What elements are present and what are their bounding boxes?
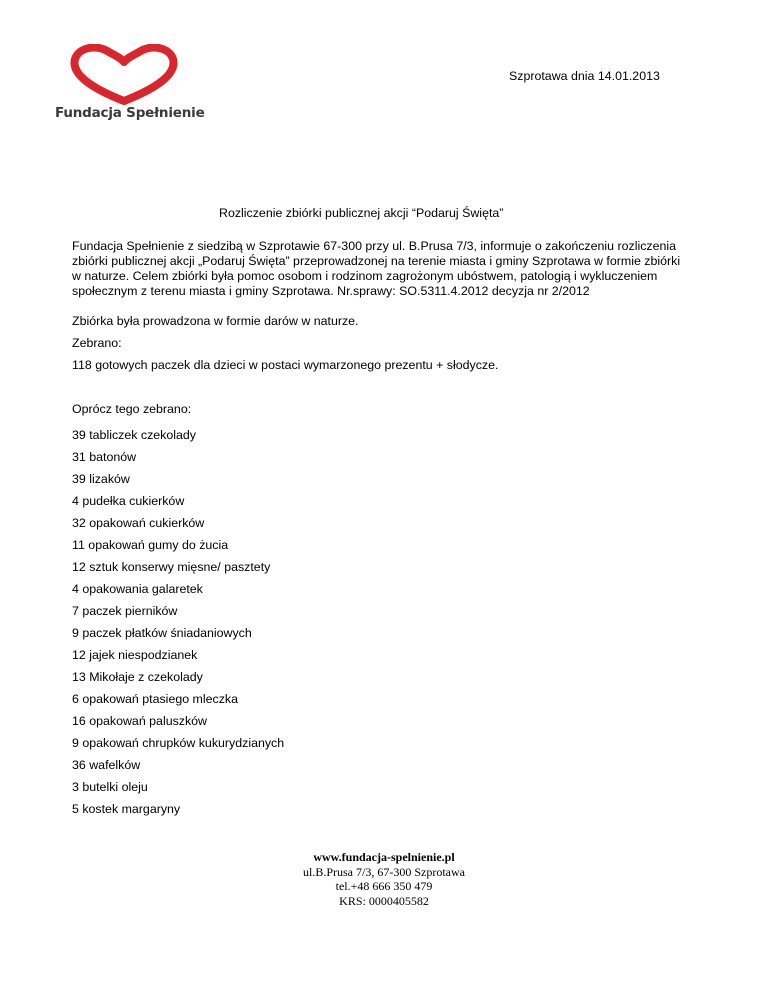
additional-collected-label: Oprócz tego zebrano:	[72, 402, 192, 416]
list-item: 16 opakowań paluszków	[72, 714, 208, 728]
collected-items-list	[72, 424, 284, 820]
list-item: 12 jajek niespodzianek	[72, 648, 198, 662]
list-item: 32 opakowań cukierków	[72, 516, 205, 530]
list-item: 4 pudełka cukierków	[72, 494, 185, 508]
foundation-logo	[55, 44, 205, 126]
list-item: 36 wafelków	[72, 758, 141, 772]
footer-address: ul.B.Prusa 7/3, 67-300 Szprotawa	[303, 864, 465, 879]
list-item: 7 paczek pierników	[72, 604, 178, 618]
intro-line: Fundacja Spełnienie z siedzibą w Szprotawie 67-300 przy ul. B.Prusa 7/3, informuje o zakończeniu rozliczenia	[72, 239, 677, 253]
list-item: 6 opakowań ptasiego mleczka	[72, 692, 238, 706]
list-item: 31 batonów	[72, 450, 137, 464]
list-item: 4 opakowania galaretek	[72, 582, 203, 596]
document-date: Szprotawa dnia 14.01.2013	[509, 69, 660, 83]
list-item: 5 kostek margaryny	[72, 802, 181, 816]
intro-line: społecznym z terenu miasta i gminy Szprotawa. Nr.sprawy: SO.5311.4.2012 decyzja nr 2/2012	[72, 284, 590, 298]
footer-contact	[234, 850, 534, 908]
heart-logo-icon	[69, 44, 179, 106]
collection-form-text: Zbiórka była prowadzona w formie darów w naturze.	[72, 314, 359, 328]
list-item: 39 tabliczek czekolady	[72, 428, 196, 442]
footer-krs: KRS: 0000405582	[339, 893, 429, 908]
list-item: 13 Mikołaje z czekolady	[72, 670, 203, 684]
list-item: 12 sztuk konserwy mięsne/ pasztety	[72, 560, 271, 574]
list-item: 9 paczek płatków śniadaniowych	[72, 626, 252, 640]
list-item: 11 opakowań gumy do żucia	[72, 538, 229, 552]
collected-main-item: 118 gotowych paczek dla dzieci w postaci wymarzonego prezentu + słodycze.	[72, 358, 499, 372]
intro-paragraph	[72, 239, 702, 299]
collected-label: Zebrano:	[72, 336, 122, 350]
website-link[interactable]: www.fundacja-spelnienie.pl	[313, 850, 455, 864]
list-item: 9 opakowań chrupków kukurydzianych	[72, 736, 285, 750]
document-title: Rozliczenie zbiórki publicznej akcji “Podaruj Święta”	[219, 206, 504, 220]
logo-text: Fundacja Spełnienie	[55, 105, 205, 121]
footer-phone: tel.+48 666 350 479	[335, 879, 433, 893]
intro-line: zbiórki publicznej akcji „Podaruj Święta” przeprowadzonej na terenie miasta i gminy Szprotawa w formie zbiórki	[72, 254, 681, 268]
list-item: 39 lizaków	[72, 472, 130, 486]
intro-line: w naturze. Celem zbiórki była pomoc osobom i rodzinom zagrożonym ubóstwem, patologią i wykluczeniem	[72, 269, 658, 283]
list-item: 3 butelki oleju	[72, 780, 148, 794]
